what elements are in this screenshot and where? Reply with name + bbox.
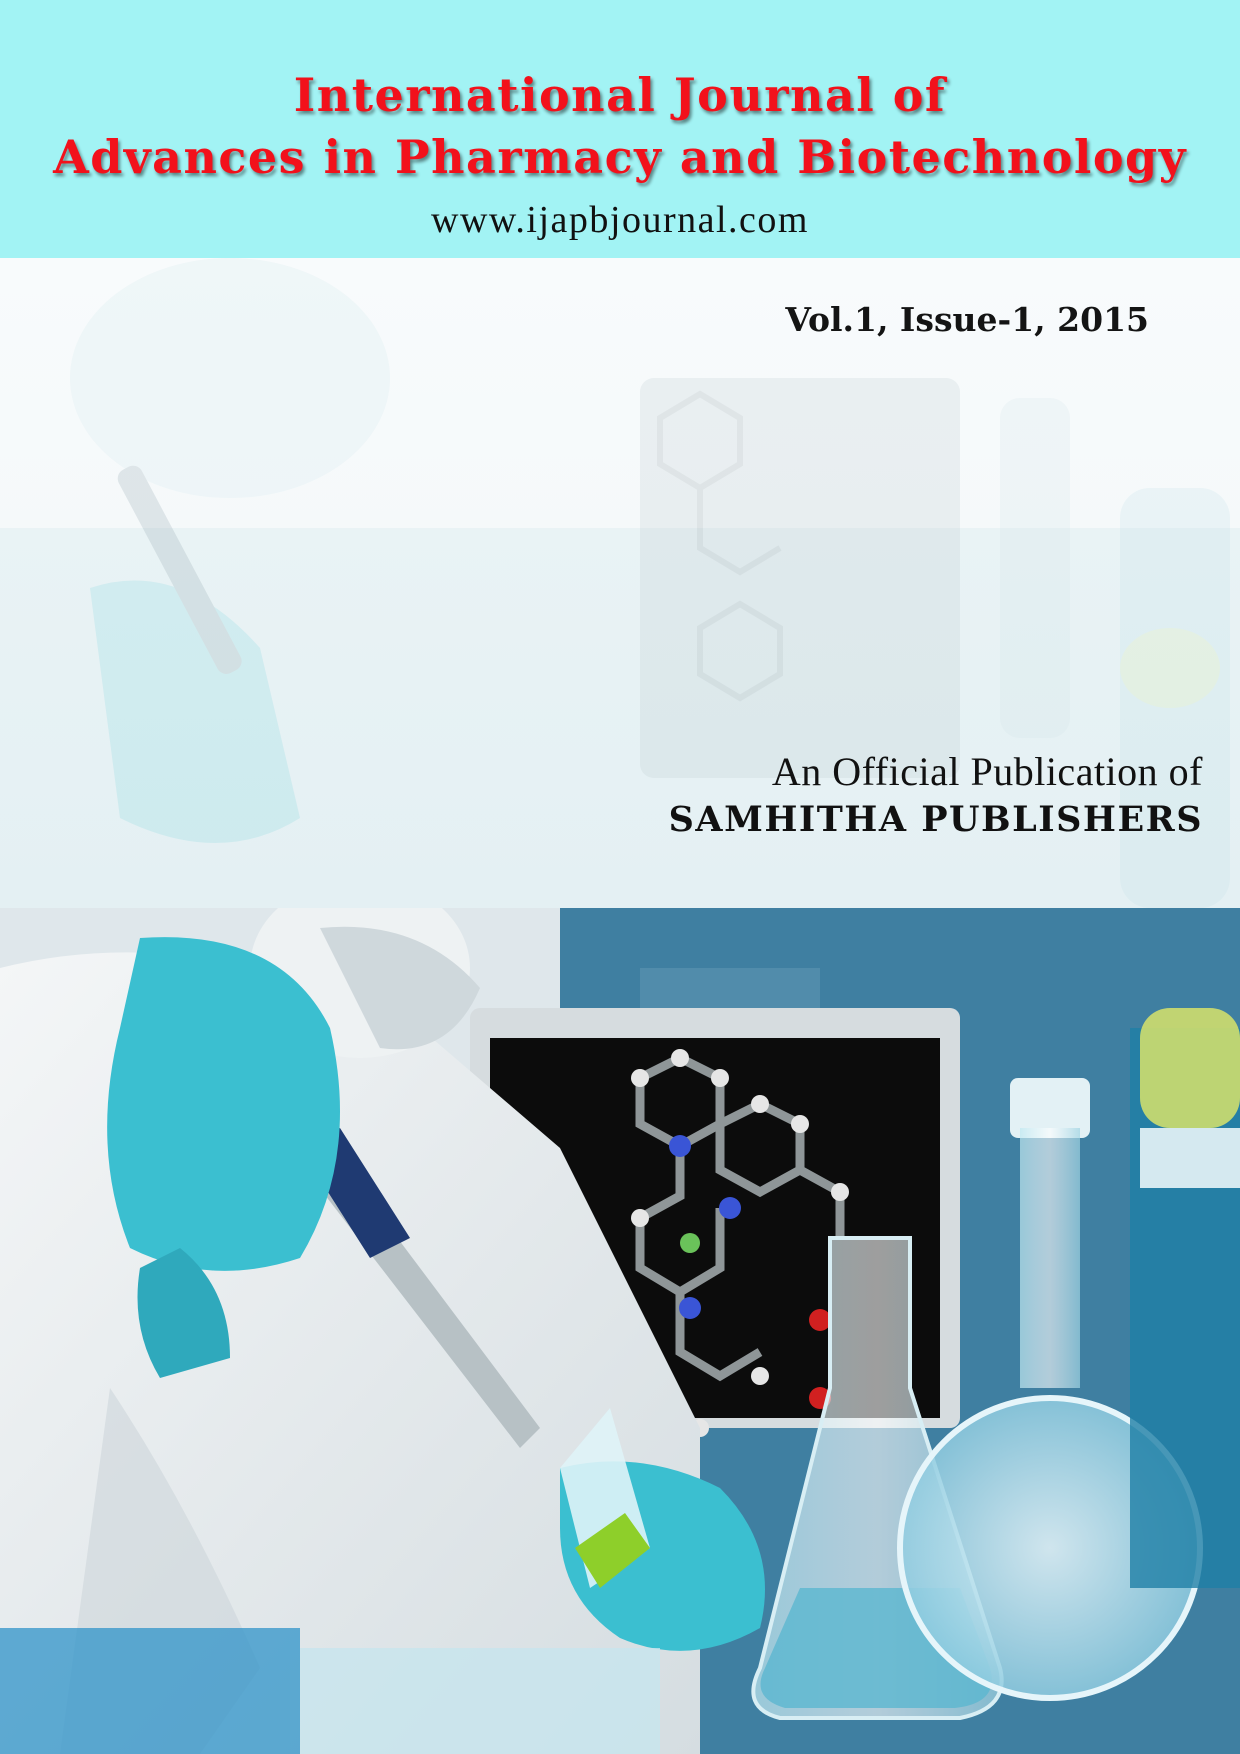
journal-header	[0, 0, 1240, 258]
journal-title-line1: International Journal of	[293, 68, 947, 122]
journal-url[interactable]: www.ijapbjournal.com	[431, 199, 809, 241]
issue-label: Vol.1, Issue-1, 2015	[785, 300, 1149, 339]
cover-photo	[0, 908, 1240, 1754]
publisher-name: SAMHITHA PUBLISHERS	[668, 799, 1203, 840]
publisher-block	[669, 748, 1203, 840]
lab-scientist-pipette-photo	[0, 908, 1240, 1754]
publisher-intro: An Official Publication of	[771, 749, 1203, 794]
journal-title-line2: Advances in Pharmacy and Biotechnology	[53, 130, 1187, 184]
